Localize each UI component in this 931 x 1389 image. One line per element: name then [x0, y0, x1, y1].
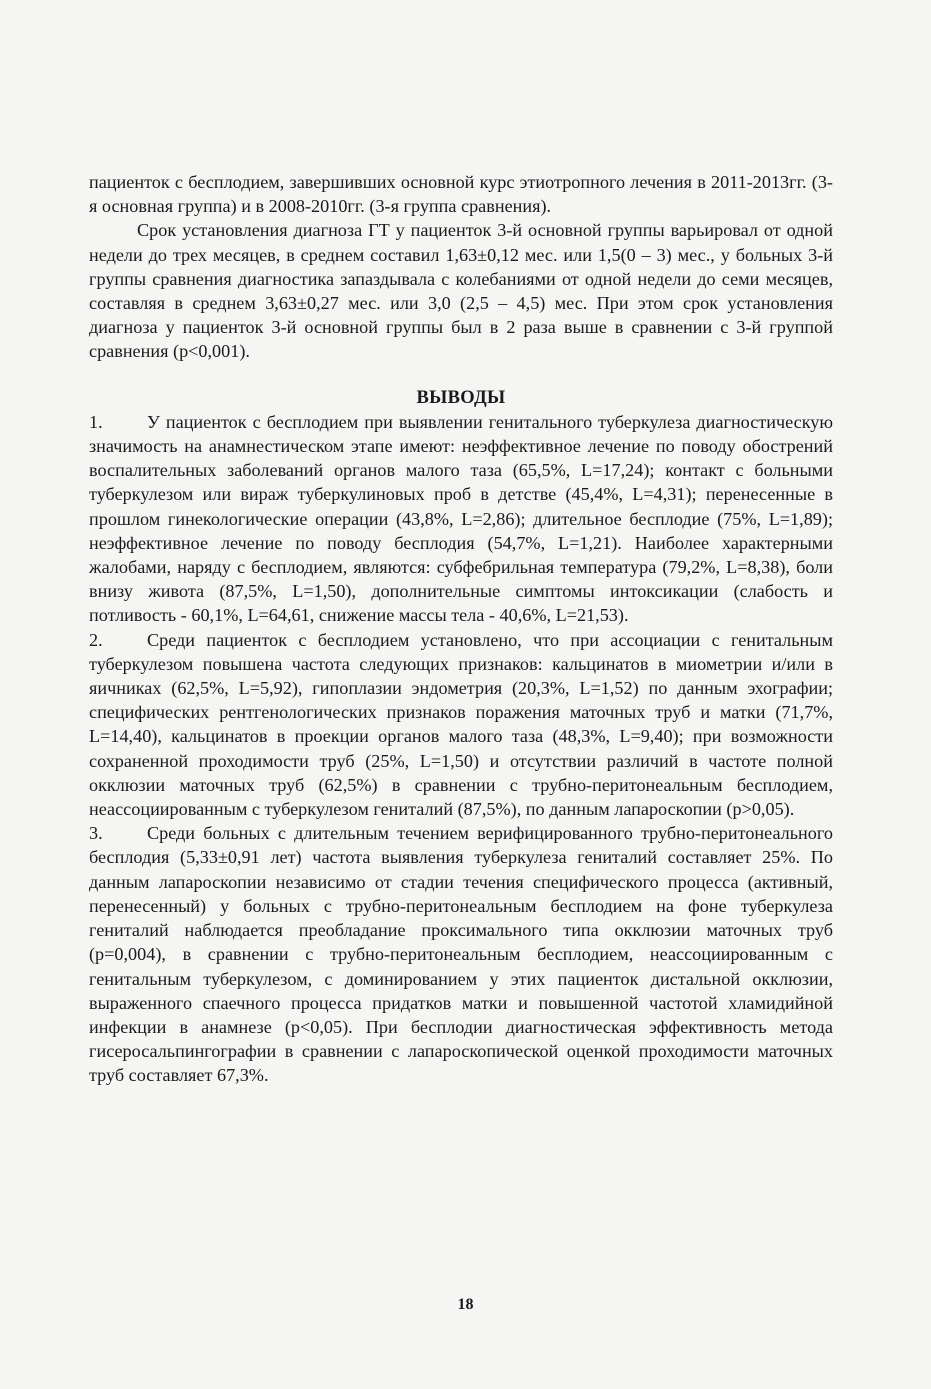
conclusion-text: Среди больных с длительным течением верифицированного трубно-перитонеального бесплодия (5,33±0,91 лет) частота выявления туберкулеза гениталий составляет 25%. По данным лапароскопии независимо от стадии течения специфического процесса (активный, перенесенный) у больных с трубно-перитонеальным бесплодием на фоне туберкулеза гениталий наблюдается преобладание проксимального типа окклюзии маточных труб (p=0,004), в сравнении с трубно-перитонеальным бесплодием, неассоциированным с генитальным туберкулезом, с доминированием у этих пациенток дистальной окклюзии, выраженного спаечного процесса придатков матки и повышенной частотой хламидийной инфекции в анамнезе (p<0,05). При бесплодии диагностическая эффективность метода гисеросальпингографии в сравнении с лапароскопической оценкой проходимости маточных труб составляет 67,3%. — [89, 823, 833, 1086]
body-text — [89, 170, 833, 1088]
conclusion-text: У пациенток с бесплодием при выявлении генитального туберкулеза диагностическую значимость на анамнестическом этапе имеют: неэффективное лечение по поводу обострений воспалительных заболеваний органов малого таза (65,5%, L=17,24); контакт с больными туберкулезом или вираж туберкулиновых проб в детстве (45,4%, L=4,31); перенесенные в прошлом гинекологические операции (43,8%, L=2,86); длительное бесплодие (75%, L=1,89); неэффективное лечение по поводу бесплодия (54,7%, L=1,21). Наиболее характерными жалобами, наряду с бесплодием, являются: субфебрильная температура (79,2%, L=8,38), боли внизу живота (87,5%, L=1,50), дополнительные симптомы интоксикации (слабость и потливость - 60,1%, L=64,61, снижение массы тела - 40,6%, L=21,53). — [89, 411, 833, 626]
page-number: 18 — [457, 1296, 474, 1313]
conclusion-item — [89, 821, 833, 1087]
paragraph-intro: пациенток с бесплодием, завершивших основной курс этиотропного лечения в 2011-2013гг. (3-я основная группа) и в 2008-2010гг. (3-я группа сравнения). — [89, 172, 833, 217]
section-heading: ВЫВОДЫ — [416, 387, 506, 408]
conclusion-number: 2. — [89, 629, 103, 650]
conclusion-number: 1. — [89, 411, 103, 432]
conclusion-item — [89, 410, 833, 628]
paragraph-diagnosis-term: Срок установления диагноза ГТ у пациенток 3-й основной группы варьировал от одной недели до трех месяцев, в среднем составил 1,63±0,12 мес. или 1,5(0 – 3) мес., у больных 3-й группы сравнения диагностика запаздывала с колебаниями от одной недели до семи месяцев, составляя в среднем 3,63±0,27 мес. или 3,0 (2,5 – 4,5) мес. При этом срок установления диагноза у пациенток 3-й основной группы был в 2 раза выше в сравнении с 3-й группой сравнения (p<0,001). — [89, 220, 833, 362]
conclusion-number: 3. — [89, 823, 103, 844]
conclusion-item — [89, 628, 833, 822]
conclusion-text: Среди пациенток с бесплодием установлено, что при ассоциации с генитальным туберкулезом повышена частота следующих признаков: кальцинатов в миометрии и/или в яичниках (62,5%, L=5,92), гипоплазии эндометрия (20,3%, L=1,52) по данным эхографии; специфических рентгенологических признаков поражения маточных труб и матки (71,7%, L=14,40), кальцинатов в проекции органов малого таза (48,3%, L=9,40); при возможности сохраненной проходимости труб (25%, L=1,50) и отсутствии различий в частоте полной окклюзии маточных труб (62,5%) в сравнении с трубно-перитонеальным бесплодием, неассоциированным с туберкулезом гениталий (87,5%), по данным лапароскопии (p>0,05). — [89, 629, 833, 820]
